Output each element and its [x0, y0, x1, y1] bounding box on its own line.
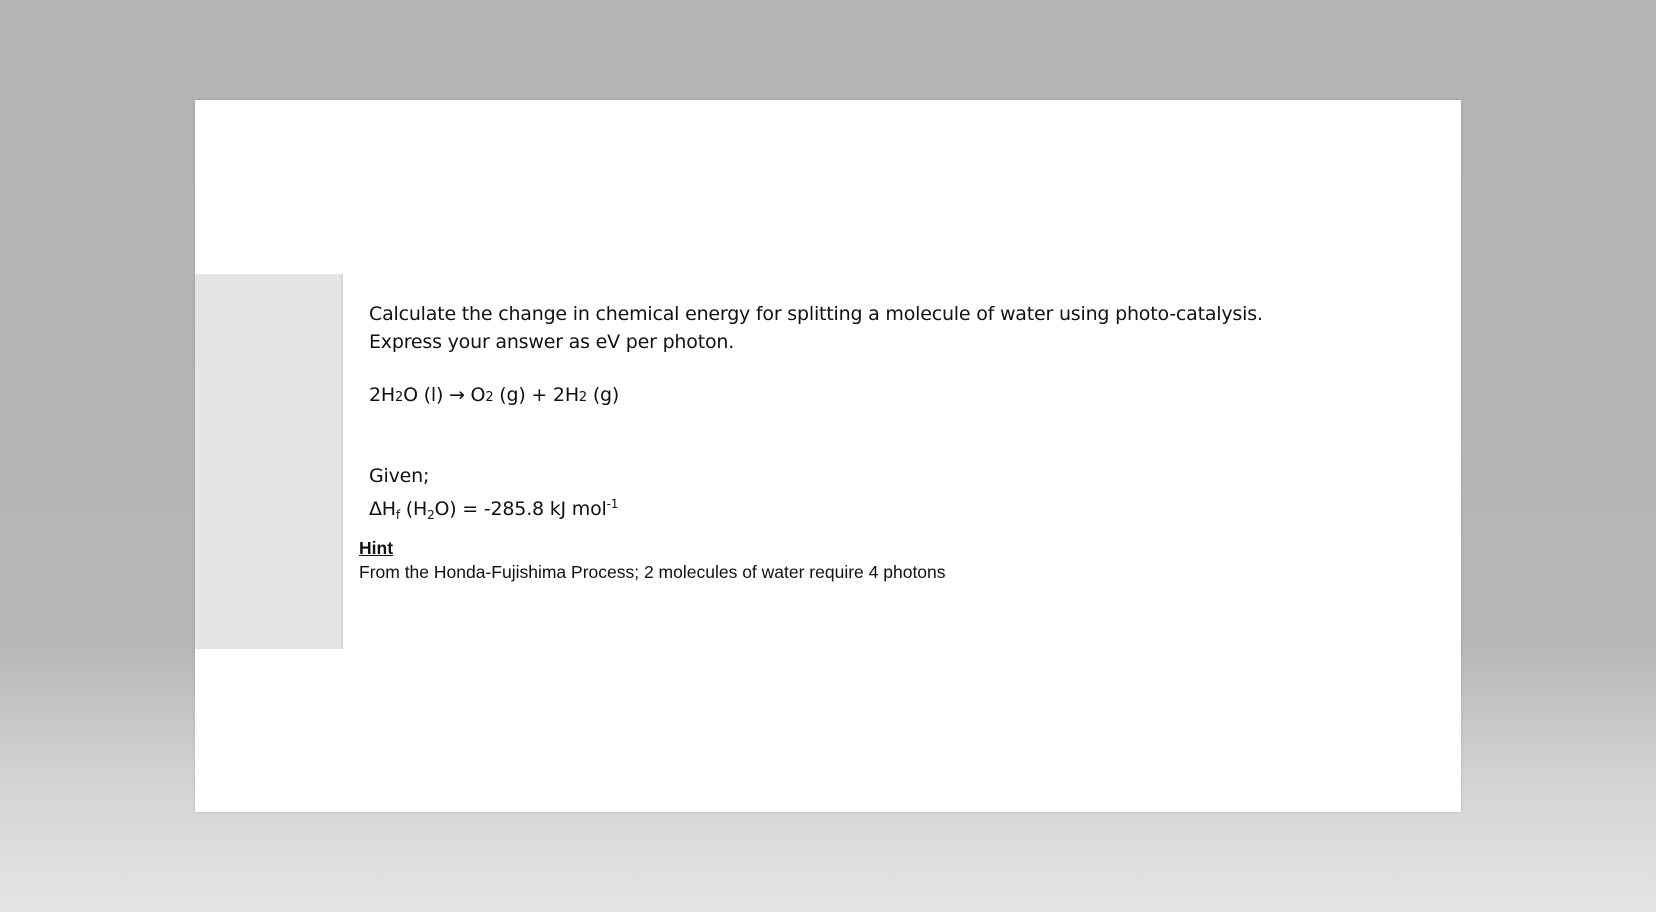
equation-subscript-3: 2	[578, 390, 587, 405]
water-subscript: 2	[427, 508, 435, 522]
slide	[195, 100, 1461, 812]
equation-part-2: O (l) → O	[403, 384, 486, 406]
hint-section	[359, 536, 946, 584]
given-section	[369, 462, 618, 529]
question-line-1: Calculate the change in chemical energy for splitting a molecule of water using photo-catalysis.	[369, 303, 1263, 325]
hint-title: Hint	[359, 538, 394, 558]
equation-part-3: (g) + 2H	[493, 384, 579, 406]
given-heading: Given;	[369, 465, 430, 487]
delta-h-symbol: ΔH	[369, 498, 396, 520]
unit-superscript: -1	[606, 497, 619, 511]
side-panel	[195, 274, 343, 649]
equation-subscript-1: 2	[394, 390, 404, 405]
reaction-equation	[369, 384, 619, 406]
equation-part-1: 2H	[369, 384, 395, 406]
question-text	[369, 300, 1263, 356]
enthalpy-value-text: O) = -285.8 kJ mol	[434, 498, 607, 520]
equation-subscript-2: 2	[485, 390, 494, 405]
enthalpy-paren-open: (H	[399, 498, 428, 520]
equation-part-4: (g)	[586, 384, 620, 406]
hint-text: From the Honda-Fujishima Process; 2 molecules of water require 4 photons	[359, 562, 946, 582]
delta-h-subscript: f	[395, 508, 400, 522]
question-line-2: Express your answer as eV per photon.	[369, 331, 735, 353]
enthalpy-value	[369, 490, 618, 529]
